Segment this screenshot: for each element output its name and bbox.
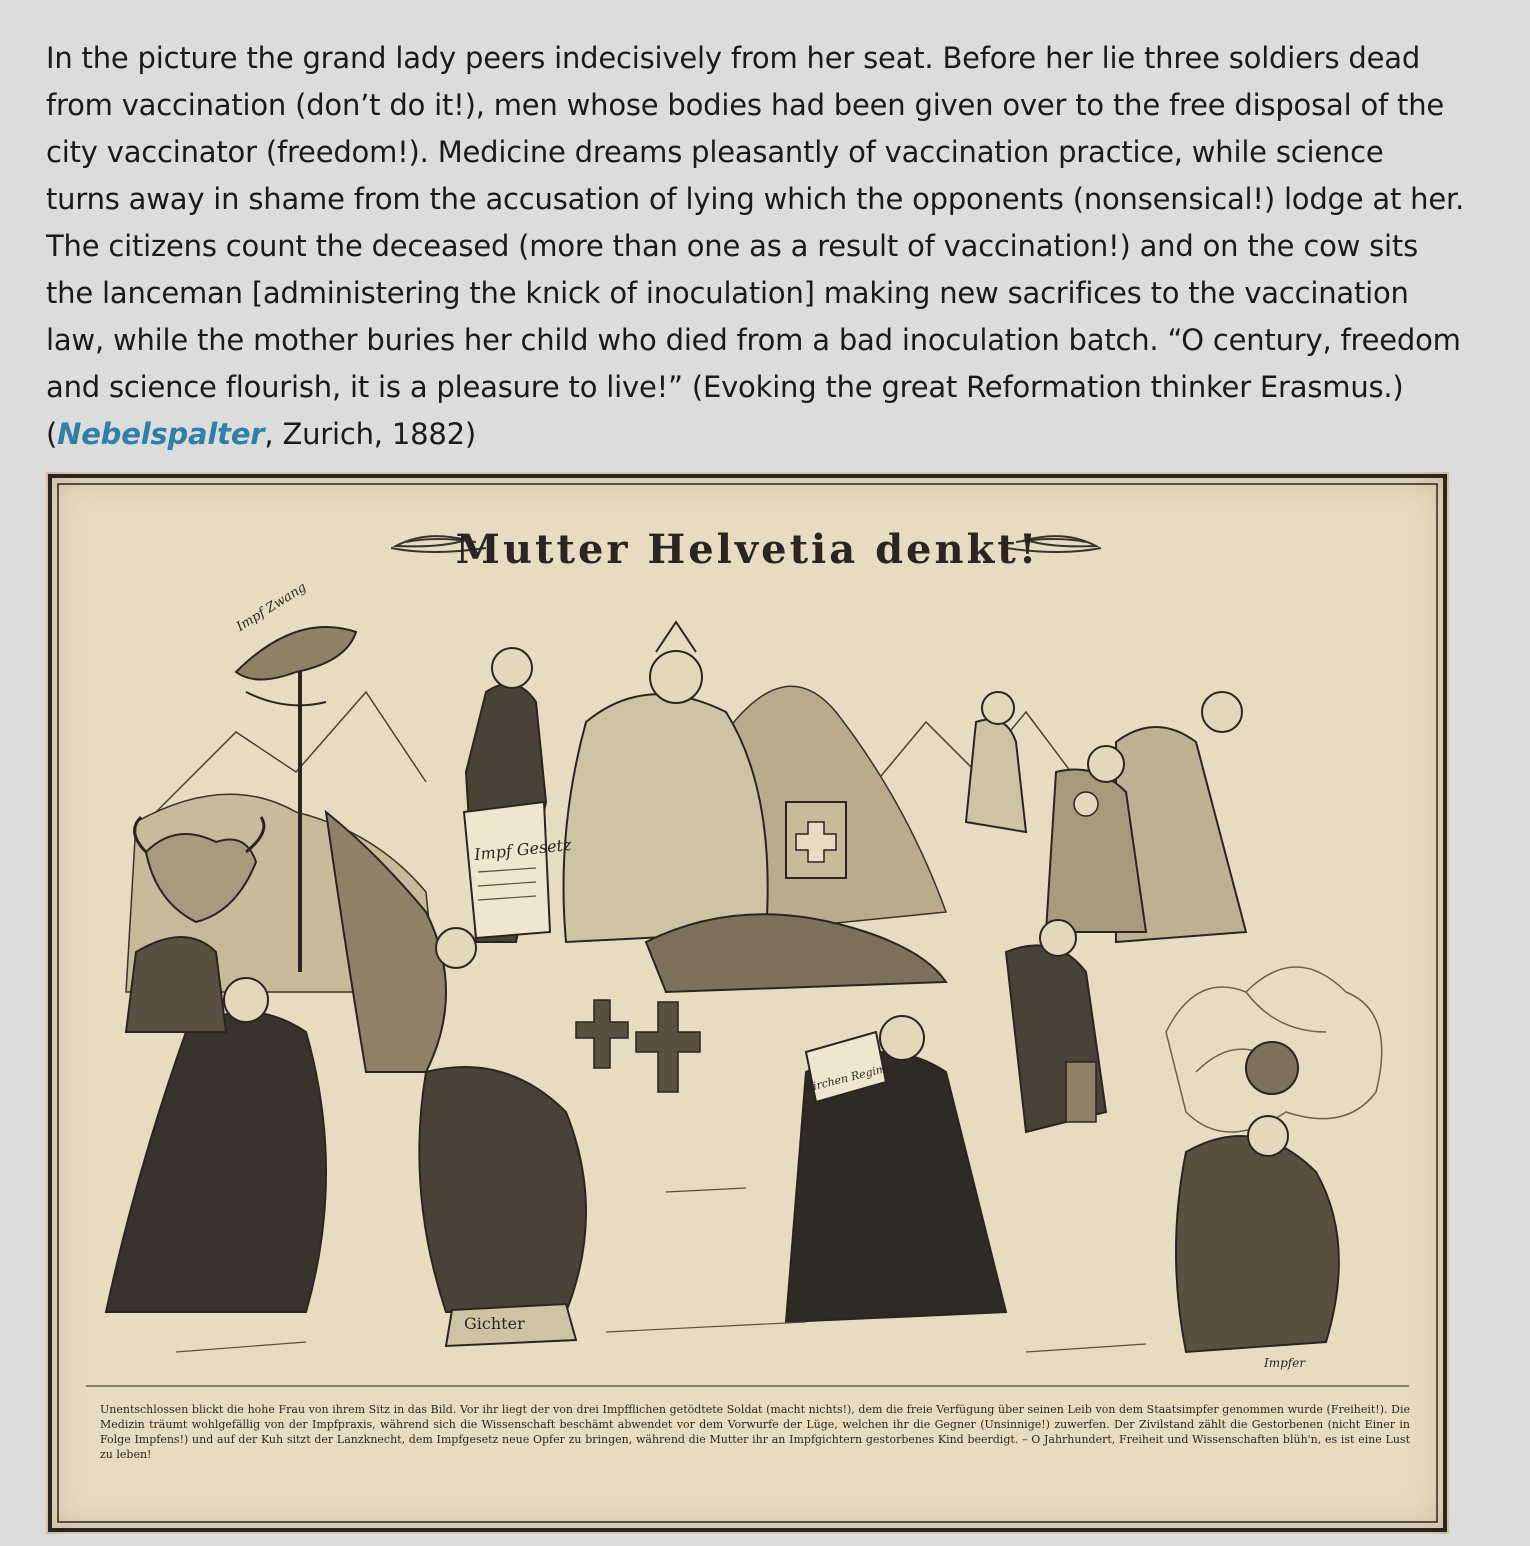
hat [236, 627, 356, 680]
shouting-figure [966, 720, 1026, 833]
label-impf-gesetz: Impf Gesetz [473, 834, 573, 865]
source-open-paren: ( [46, 417, 58, 451]
source-link[interactable]: Nebelspalter [57, 417, 265, 451]
cartoon-title: Mutter Helvetia denkt! [455, 526, 1040, 573]
label-gichter: Gichter [464, 1314, 525, 1333]
gravedigger-mother [419, 1067, 586, 1312]
helvetia-head [650, 651, 702, 703]
skull [1074, 792, 1098, 816]
source-line [46, 411, 1466, 458]
label-kirchen-regim: Kirchen Regim [803, 1062, 888, 1095]
fallen-soldiers [646, 914, 946, 992]
grave-crosses [576, 1000, 700, 1092]
vaccinator-figure [1176, 1136, 1339, 1352]
cartoon-caption: Unentschlossen blickt die hohe Frau von ihrem Sitz in das Bild. Vor ihr liegt der von drei Impfflichen getödtete Soldat (macht nichts!), dem die freie Verfügung über seinen Leib von dem Staatsimpfer genommen wurde (Freiheit!). Die Medizin träumt wohlgefällig von der Impfpraxis, während sich die Wissenschaft beschämt abwendet vor dem Vorwurfe der Lüge, welchen ihr die Gegner (Unsinnige!) zuwerfen. Der Zivilstand zählt die Gestorbenen (nicht Einer in Folge Impfens!) und auf der Kuh sitzt der Lanzknecht, dem Impfgesetz neue Opfer zu bringen, während die Mutter ihr an Impfgichtern gestorbenes Kind beerdigt. – O Jahrhundert, Freiheit und Wissenschaften blüh'n, es ist eine Lust zu leben! [100, 1403, 1410, 1461]
devil-head [1246, 1042, 1298, 1094]
article-caption [46, 35, 1466, 458]
mourning-woman [106, 1012, 326, 1312]
engraving-illustration [46, 472, 1449, 1534]
cartoon-figure [46, 472, 1449, 1534]
caption-text: In the picture the grand lady peers indecisively from her seat. Before her lie three soldiers dead from vaccination (don’t do it!), men whose bodies had been given over to the free disposal of the city vaccinator (freedom!). Medicine dreams pleasantly of vaccination practice, while science turns away in shame from the accusation of lying which the opponents (nonsensical!) lodge at her. The citizens count the deceased (more than one as a result of vaccination!) and on the cow sits the lanceman [administering the knick of inoculation] making new sacrifices to the vaccination law, while the mother buries her child who died from a bad inoculation batch. “O century, freedom and science flourish, it is a pleasure to live!” (Evoking the great Reformation thinker Erasmus.) [46, 41, 1465, 404]
label-impf-zwang: Impf Zwang [234, 579, 310, 635]
label-impfer: Impfer [1264, 1356, 1306, 1370]
source-rest: , Zurich, 1882) [264, 417, 476, 451]
child-figure [126, 937, 226, 1032]
helvetia-robe [564, 694, 768, 942]
